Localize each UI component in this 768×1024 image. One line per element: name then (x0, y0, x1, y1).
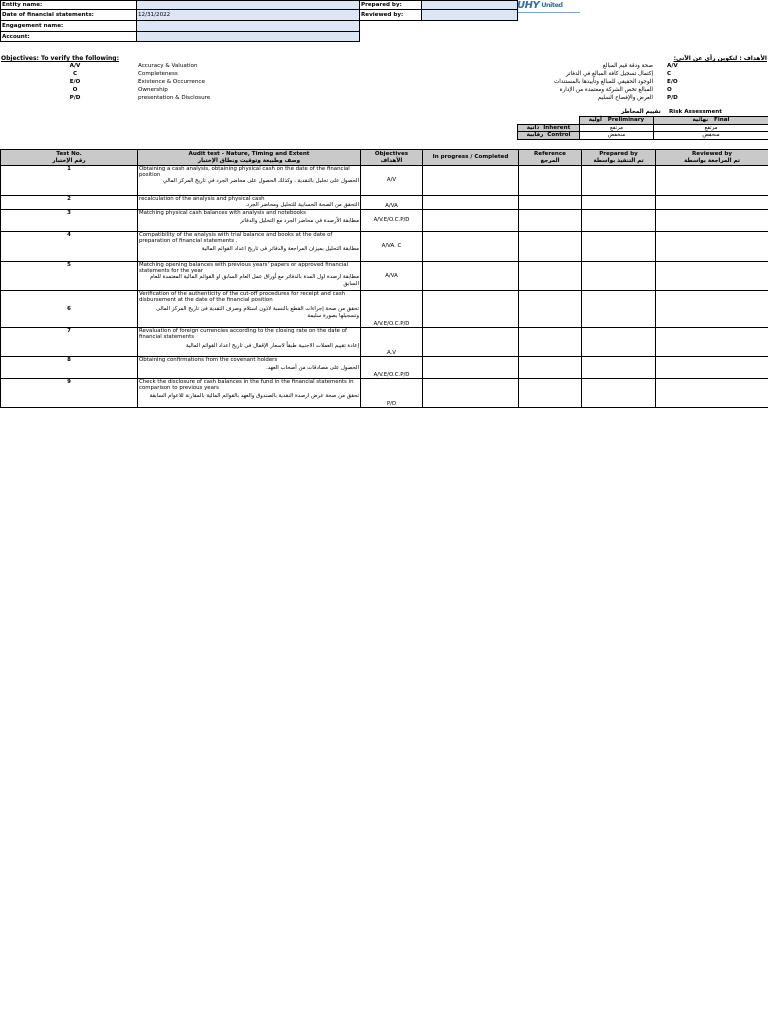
risk-row-control (518, 132, 580, 140)
objective-code: O (72, 87, 78, 93)
col-reviewed (656, 150, 768, 166)
objective-code-ar: P/D (667, 95, 678, 101)
test-no-cell: 5 (1, 262, 138, 291)
audit-test-ar: مطابقة الأرصدة في محاضر الجرد مع التحليل والدفاتر (240, 218, 359, 225)
final-en: Final (714, 117, 730, 123)
prepared-cell[interactable] (582, 166, 656, 196)
objective-code-ar: O (667, 87, 672, 93)
risk-header-preliminary (580, 117, 654, 125)
col-reviewed-en: Reviewed by (691, 150, 733, 157)
objective-label: presentation & Disclosure (138, 95, 211, 101)
objective-code: E/O (69, 79, 81, 85)
control-en: Control (547, 132, 571, 139)
objective-label: Accuracy & Valuation (138, 63, 198, 69)
account-label-cell (0, 31, 137, 42)
status-cell[interactable] (423, 166, 519, 196)
risk-title-ar: تقييم المخاطر (621, 109, 661, 115)
objectives-cell: A/V.E/O.C.P/D (361, 357, 423, 379)
uhy-logo (517, 0, 563, 11)
table-row (1, 379, 768, 408)
col-audit-test (138, 150, 361, 166)
risk-corner (518, 117, 580, 125)
audit-test-cell (138, 232, 361, 262)
risk-header-final (654, 117, 768, 125)
col-objectives-en: Objectives (374, 150, 409, 157)
reference-cell[interactable] (519, 379, 582, 408)
table-row (1, 166, 768, 196)
objectives-cell: A/VA (361, 196, 423, 210)
objective-label-ar: إكتمال تسجيل كافة المبالغ في الدفاتر (565, 71, 653, 77)
audit-test-cell (138, 379, 361, 408)
objectives-cell: A/V (361, 166, 423, 196)
audit-test-cell (138, 291, 361, 328)
col-objectives-ar: الأهداف (380, 157, 403, 164)
prepared-cell[interactable] (582, 262, 656, 291)
prepared-cell[interactable] (582, 210, 656, 232)
objective-label: Completeness (138, 71, 178, 77)
audit-test-ar: التحقق من الصحة الحسابية للتحليل ومحاضر الجرد. (245, 202, 359, 209)
logo-underline (518, 12, 580, 13)
reviewed-cell[interactable] (656, 291, 768, 328)
status-cell[interactable] (423, 379, 519, 408)
objective-label: Ownership (138, 87, 168, 93)
reviewed-field[interactable] (421, 9, 518, 21)
status-cell[interactable] (423, 232, 519, 262)
reviewed-cell[interactable] (656, 210, 768, 232)
audit-test-table (0, 149, 768, 408)
reference-cell[interactable] (519, 291, 582, 328)
entity-label: Entity name: (2, 2, 43, 8)
risk-table (517, 116, 768, 140)
reference-cell[interactable] (519, 166, 582, 196)
reviewed-label-cell (359, 9, 422, 21)
date-label: Date of financial statements: (2, 12, 94, 18)
prepared-cell[interactable] (582, 291, 656, 328)
audit-test-ar: إعادة تقييم العملات الاجنبية طبقاً لاسعار الإقفال فى تاريخ اعداد القوائم المالية (185, 343, 359, 350)
final-ar: نهائية (692, 117, 709, 123)
status-cell[interactable] (423, 291, 519, 328)
col-reference (519, 150, 582, 166)
reference-cell[interactable] (519, 262, 582, 291)
prepared-cell[interactable] (582, 196, 656, 210)
prepared-cell[interactable] (582, 328, 656, 357)
audit-test-en: Revaluation of foreign currencies according to the closing rate on the date of financial statements (139, 328, 347, 341)
objective-code: A/V (69, 63, 81, 69)
objective-label-ar: العرض والإفصاح السليم (597, 95, 653, 101)
col-audit-test-ar: وصف وطبيعة وتوقيت ونطاق الإختبار (197, 157, 301, 164)
col-audit-test-en: Audit test - Nature, Timing and Extent (188, 150, 310, 157)
reviewed-cell[interactable] (656, 357, 768, 379)
reviewed-cell[interactable] (656, 196, 768, 210)
test-no-cell: 1 (1, 166, 138, 196)
audit-test-ar: الحصول على تحليل بالنقدية ، وكذلك الحصول على محاضر الجرد في تاريخ المركز المالي (162, 178, 359, 185)
test-no-cell: 6 (1, 291, 138, 328)
audit-test-en: Check the disclosure of cash balances in the fund in the financial statements in comparison to previous years (139, 379, 354, 392)
control-preliminary[interactable]: منخفض (580, 132, 654, 140)
risk-title-en: Risk Assessment (669, 109, 722, 115)
reviewed-cell[interactable] (656, 379, 768, 408)
table-row (1, 357, 768, 379)
test-no-cell: 2 (1, 196, 138, 210)
prepared-label: Prepared by: (361, 2, 402, 8)
reviewed-cell[interactable] (656, 232, 768, 262)
test-no-cell: 8 (1, 357, 138, 379)
audit-test-ar: مطابقة ارصدة اول المدة بالدفاتر مع أوراق عمل العام السابق او القوائم المالية المعتمدة للعام السابق (149, 274, 359, 287)
prepared-cell[interactable] (582, 357, 656, 379)
table-row (1, 196, 768, 210)
objective-code: P/D (69, 95, 81, 101)
audit-test-en: Obtaining confirmations from the covenant holders (139, 357, 278, 363)
table-row (1, 210, 768, 232)
col-prepared-ar: تم التنفيذ بواسطة (593, 157, 644, 164)
prepared-cell[interactable] (582, 379, 656, 408)
reference-cell[interactable] (519, 328, 582, 357)
table-row (1, 262, 768, 291)
objectives-cell: A.V (361, 328, 423, 357)
objective-code-ar: C (667, 71, 672, 77)
audit-test-cell (138, 210, 361, 232)
test-no-cell: 4 (1, 232, 138, 262)
objectives-cell: A/VA (361, 262, 423, 291)
col-reference-ar: المرجع (540, 157, 560, 164)
reviewed-label: Reviewed by: (361, 12, 404, 18)
audit-test-en: Obtaining a cash analysis, obtaining physical cash on the date of the financial position (139, 166, 350, 179)
logo-text: United (541, 1, 563, 9)
objectives-title-ar: الأهداف : لتكوين رأي عن الآتي: (673, 55, 767, 62)
col-test-no-en: Test No. (56, 150, 82, 157)
audit-test-en: Verification of the authenticity of the cut-off procedures for receipt and cash disbursement at the date of the financial position (139, 291, 346, 304)
col-test-no (1, 150, 138, 166)
preliminary-en: Preliminary (607, 117, 645, 123)
objective-code-ar: E/O (667, 79, 678, 85)
table-row (1, 328, 768, 357)
reference-cell[interactable] (519, 232, 582, 262)
reference-cell[interactable] (519, 210, 582, 232)
reviewed-cell[interactable] (656, 262, 768, 291)
objective-code: C (72, 71, 78, 77)
date-field[interactable]: 12/31/2022 (136, 9, 360, 21)
objectives-cell: A/V.E/O.C.P/D (361, 210, 423, 232)
reviewed-cell[interactable] (656, 328, 768, 357)
inherent-ar: ذاتية (526, 124, 540, 131)
table-row (1, 232, 768, 262)
status-cell[interactable] (423, 196, 519, 210)
objectives-cell: A/VA. C (361, 232, 423, 262)
objective-label-ar: صحة ودقة قيم المبالغ (602, 63, 653, 69)
col-objectives (361, 150, 423, 166)
test-no-cell: 3 (1, 210, 138, 232)
audit-test-en: Compatibility of the analysis with trial balance and books at the date of preparation of financial statements . (139, 232, 333, 245)
audit-test-ar: تحقق من صحة عرض ارصدة النقدية بالصندوق والعهد بالقوائم المالية بالمقارنة للاعوام السابقة (149, 393, 359, 400)
account-label: Account: (2, 34, 30, 40)
engagement-label: Engagement name: (2, 23, 64, 29)
logo-mark: UHY (517, 0, 540, 11)
status-cell[interactable] (423, 210, 519, 232)
reference-cell[interactable] (519, 196, 582, 210)
status-cell[interactable] (423, 262, 519, 291)
audit-test-cell (138, 357, 361, 379)
account-field[interactable] (136, 31, 360, 42)
control-ar: رقابية (526, 132, 544, 139)
col-prepared-en: Prepared by (599, 150, 638, 157)
table-row (1, 291, 768, 328)
col-prepared (582, 150, 656, 166)
col-test-no-ar: رقم الإختبار (52, 157, 86, 164)
preliminary-ar: أولية (588, 117, 602, 123)
status-cell[interactable] (423, 328, 519, 357)
audit-test-ar: تحقق من صحة إجراءات القطع بالنسبة لاذون استلام وصرف النقدية فى تاريخ المركز المالى وتسجيلها بصورة سليمة (155, 306, 359, 319)
prepared-cell[interactable] (582, 232, 656, 262)
test-no-cell: 7 (1, 328, 138, 357)
inherent-en: Inherent (543, 124, 571, 131)
audit-test-ar: مطابقة التحليل بميزان المراجعة والدفاتر فى تاريخ اعداد القوائم المالية (201, 246, 359, 253)
audit-test-cell (138, 262, 361, 291)
objective-label-ar: المبالغ تخص الشركة ومعتمدة من الإدارة (559, 87, 653, 93)
objective-code-ar: A/V (667, 63, 678, 69)
col-reference-en: Reference (534, 150, 566, 157)
audit-test-en: Matching opening balances with previous years' papers or approved financial statements for the year (139, 262, 349, 275)
risk-row-inherent (518, 124, 580, 132)
col-reviewed-ar: تم المراجعة بواسطة (684, 157, 740, 164)
objectives-cell: A/V.E/O.C.P/D (361, 291, 423, 328)
audit-test-en: Matching physical cash balances with analysis and notebooks (139, 210, 306, 216)
objectives-cell: P/D (361, 379, 423, 408)
objective-label: Existence & Occurrence (138, 79, 205, 85)
status-cell[interactable] (423, 357, 519, 379)
audit-test-cell (138, 328, 361, 357)
objectives-title-en: Objectives: To verify the following: (1, 55, 119, 62)
control-final[interactable]: منخفض (654, 132, 768, 140)
reviewed-cell[interactable] (656, 166, 768, 196)
audit-test-cell (138, 166, 361, 196)
col-in-progress: In progress / Completed (423, 150, 519, 166)
inherent-preliminary[interactable]: مرتفع (580, 124, 654, 132)
audit-test-en: recalculation of the analysis and physical cash (139, 196, 265, 202)
reference-cell[interactable] (519, 357, 582, 379)
inherent-final[interactable]: مرتفع (654, 124, 768, 132)
objective-label-ar: الوجود الحقيقي للمبالغ وتأييدها بالمستندات (554, 79, 653, 85)
test-no-cell: 9 (1, 379, 138, 408)
audit-test-cell (138, 196, 361, 210)
audit-test-ar: الحصول على مصادقات من أصحاب العهد. (266, 365, 359, 372)
